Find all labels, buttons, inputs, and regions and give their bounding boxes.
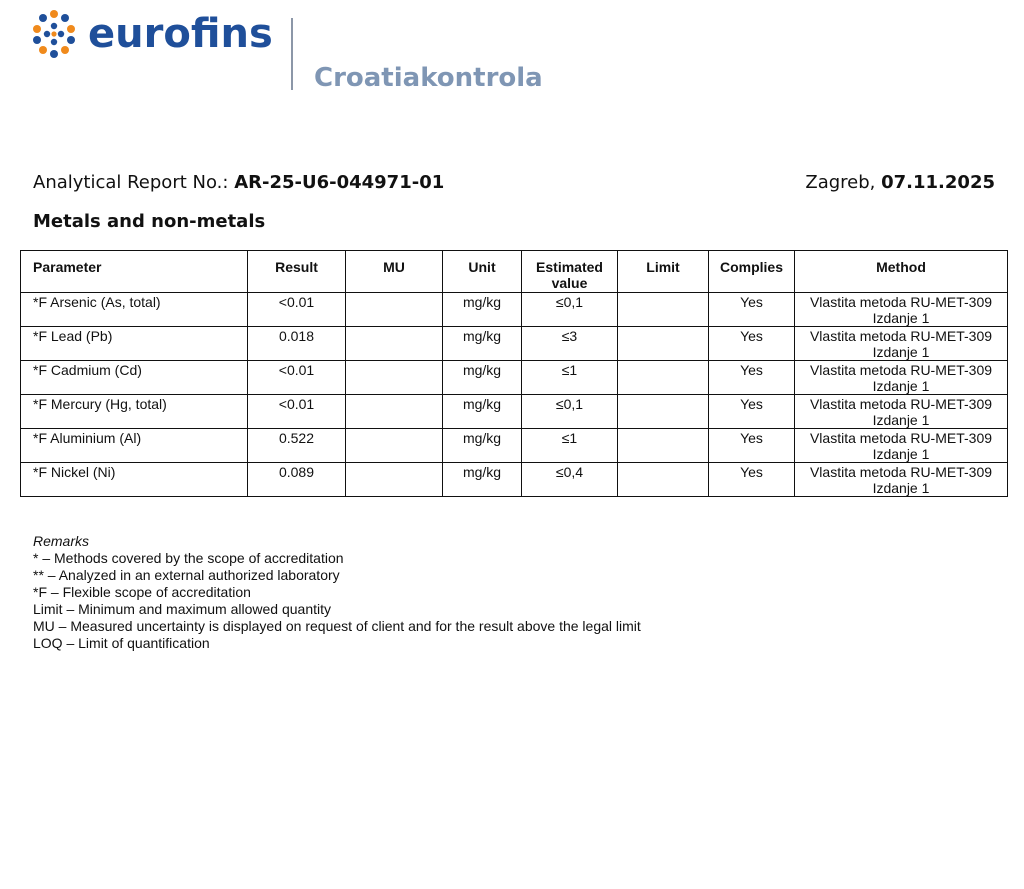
report-number-label: Analytical Report No.:	[33, 172, 235, 193]
cell-result: 0.522	[248, 429, 346, 463]
column-header-parameter: Parameter	[21, 251, 248, 293]
cell-limit	[618, 429, 709, 463]
remark-item: LOQ – Limit of quantification	[33, 635, 210, 651]
method-name: Vlastita metoda RU-MET-309	[809, 396, 993, 412]
table-row	[21, 395, 1008, 429]
remark-item: ** – Analyzed in an external authorized laboratory	[33, 567, 340, 583]
brand-name: eurofins	[88, 11, 273, 57]
cell-result: 0.018	[248, 327, 346, 361]
eurofins-logo	[30, 8, 280, 68]
method-edition: Izdanje 1	[872, 378, 930, 394]
column-header-complies: Complies	[709, 251, 795, 293]
cell-unit: mg/kg	[443, 293, 522, 327]
cell-estimated-value: ≤0,1	[522, 293, 618, 327]
cell-estimated-value: ≤0,4	[522, 463, 618, 497]
method-name: Vlastita metoda RU-MET-309	[809, 362, 993, 378]
remark-item: * – Methods covered by the scope of accreditation	[33, 550, 344, 566]
cell-parameter: *F Nickel (Ni)	[21, 463, 248, 497]
cell-unit: mg/kg	[443, 429, 522, 463]
cell-limit	[618, 395, 709, 429]
column-header-limit: Limit	[618, 251, 709, 293]
results-table	[20, 250, 1008, 497]
report-number-line	[33, 171, 444, 195]
cell-unit: mg/kg	[443, 327, 522, 361]
cell-mu	[346, 395, 443, 429]
remark-item: *F – Flexible scope of accreditation	[33, 584, 251, 600]
cell-parameter: *F Lead (Pb)	[21, 327, 248, 361]
cell-parameter: *F Cadmium (Cd)	[21, 361, 248, 395]
cell-mu	[346, 327, 443, 361]
cell-estimated-value: ≤3	[522, 327, 618, 361]
cell-parameter: *F Aluminium (Al)	[21, 429, 248, 463]
method-name: Vlastita metoda RU-MET-309	[809, 430, 993, 446]
cell-method	[795, 327, 1008, 361]
column-header-mu: MU	[346, 251, 443, 293]
cell-limit	[618, 361, 709, 395]
remarks-title: Remarks	[33, 533, 90, 549]
cell-result: <0.01	[248, 395, 346, 429]
cell-limit	[618, 463, 709, 497]
cell-method	[795, 395, 1008, 429]
report-date: 07.11.2025	[881, 172, 995, 193]
table-row	[21, 361, 1008, 395]
cell-method	[795, 361, 1008, 395]
cell-method	[795, 293, 1008, 327]
cell-complies: Yes	[709, 429, 795, 463]
method-edition: Izdanje 1	[872, 412, 930, 428]
cell-estimated-value: ≤1	[522, 429, 618, 463]
subbrand-name: Croatiakontrola	[314, 63, 543, 93]
table-header-row	[21, 251, 1008, 293]
cell-parameter: *F Mercury (Hg, total)	[21, 395, 248, 429]
table-row	[21, 327, 1008, 361]
section-title: Metals and non-metals	[33, 211, 266, 232]
cell-mu	[346, 293, 443, 327]
report-city: Zagreb,	[805, 172, 882, 193]
method-edition: Izdanje 1	[872, 480, 930, 496]
column-header-method: Method	[795, 251, 1008, 293]
method-edition: Izdanje 1	[872, 344, 930, 360]
cell-estimated-value: ≤0,1	[522, 395, 618, 429]
remark-item: Limit – Minimum and maximum allowed quantity	[33, 601, 331, 617]
logo-divider	[291, 18, 293, 90]
cell-result: <0.01	[248, 361, 346, 395]
cell-mu	[346, 429, 443, 463]
cell-complies: Yes	[709, 293, 795, 327]
cell-complies: Yes	[709, 463, 795, 497]
report-number: AR-25-U6-044971-01	[234, 172, 445, 193]
cell-estimated-value: ≤1	[522, 361, 618, 395]
method-name: Vlastita metoda RU-MET-309	[809, 294, 993, 310]
cell-mu	[346, 361, 443, 395]
cell-complies: Yes	[709, 361, 795, 395]
cell-parameter: *F Arsenic (As, total)	[21, 293, 248, 327]
table-row	[21, 463, 1008, 497]
method-edition: Izdanje 1	[872, 310, 930, 326]
method-name: Vlastita metoda RU-MET-309	[809, 464, 993, 480]
cell-unit: mg/kg	[443, 463, 522, 497]
cell-unit: mg/kg	[443, 361, 522, 395]
cell-mu	[346, 463, 443, 497]
column-header-result: Result	[248, 251, 346, 293]
column-header-estimated-value: Estimated value	[522, 251, 618, 293]
method-name: Vlastita metoda RU-MET-309	[809, 328, 993, 344]
cell-result: <0.01	[248, 293, 346, 327]
cell-result: 0.089	[248, 463, 346, 497]
cell-limit	[618, 293, 709, 327]
cell-method	[795, 429, 1008, 463]
remark-item: MU – Measured uncertainty is displayed on request of client and for the result above the legal limit	[33, 618, 641, 634]
cell-limit	[618, 327, 709, 361]
eurofins-logo-mark-icon	[30, 8, 80, 58]
remarks-section	[33, 533, 641, 652]
cell-unit: mg/kg	[443, 395, 522, 429]
cell-complies: Yes	[709, 327, 795, 361]
column-header-unit: Unit	[443, 251, 522, 293]
table-row	[21, 429, 1008, 463]
cell-method	[795, 463, 1008, 497]
report-date-line	[805, 171, 995, 195]
table-row	[21, 293, 1008, 327]
method-edition: Izdanje 1	[872, 446, 930, 462]
cell-complies: Yes	[709, 395, 795, 429]
